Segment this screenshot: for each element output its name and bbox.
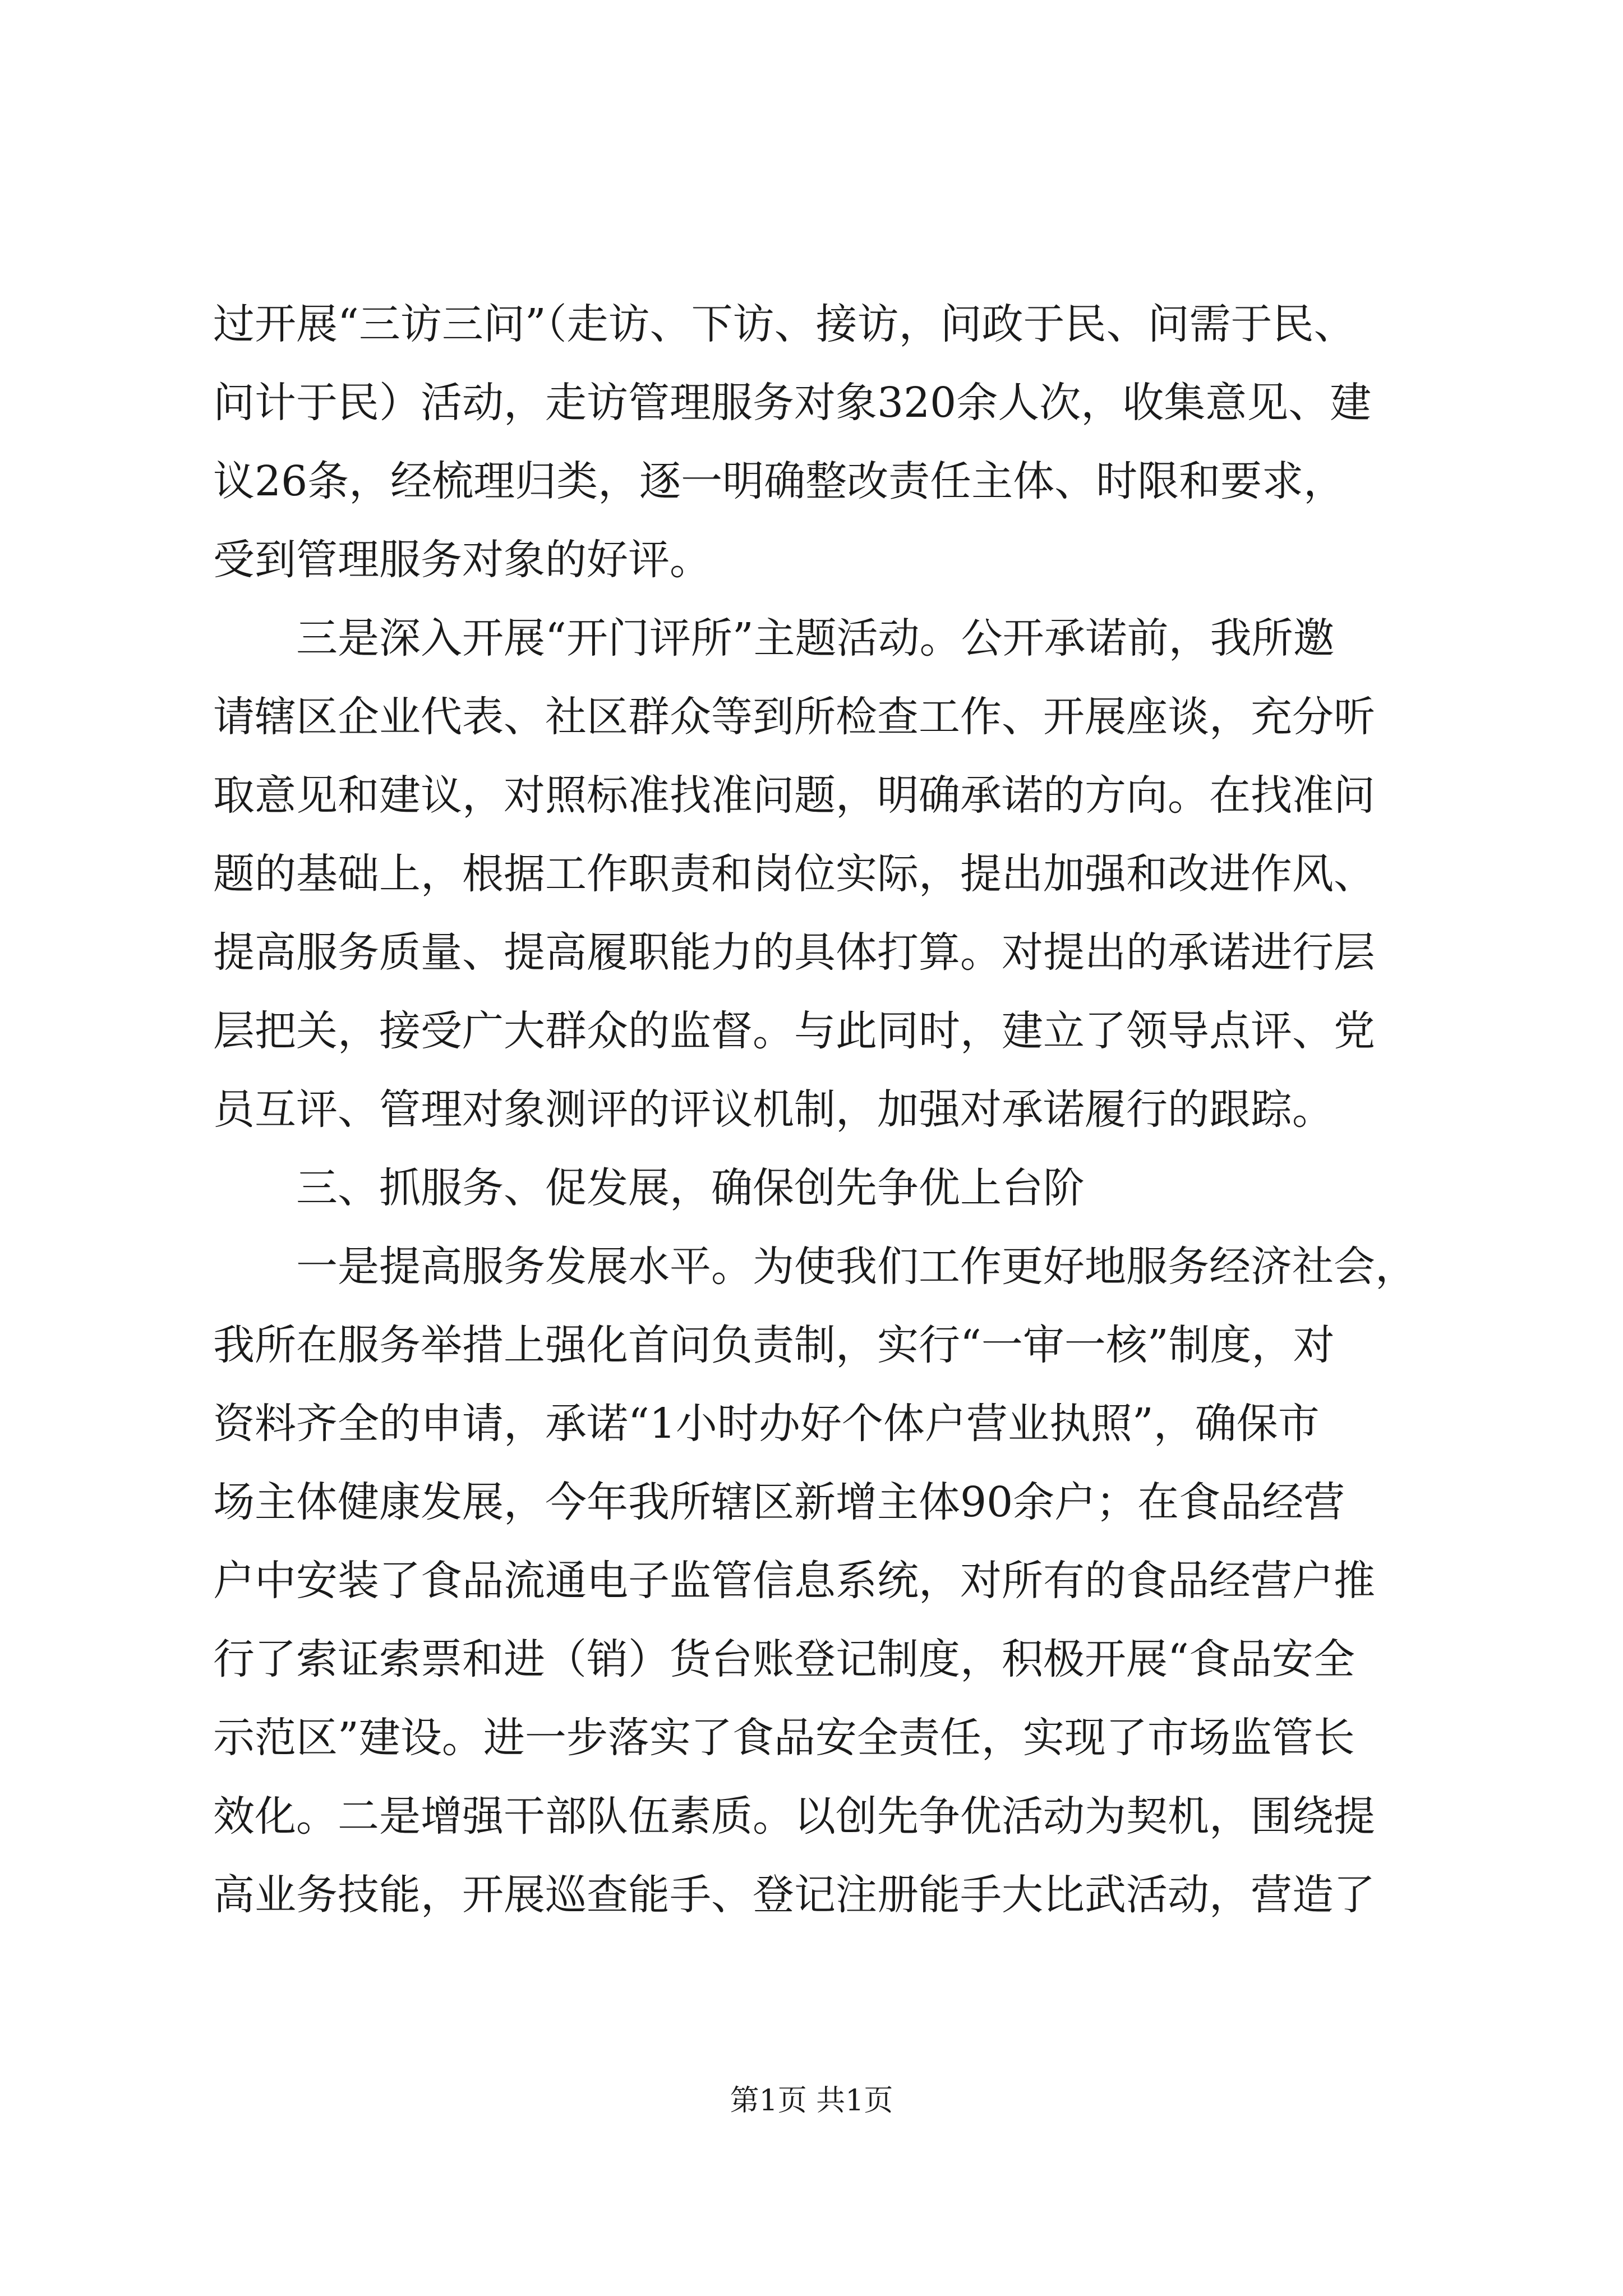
text-line: 行了索证索票和进（销）货台账登记制度，积极开展“食品安全: [213, 1635, 1355, 1683]
text-line: 议26条，经梳理归类，逐一明确整改责任主体、时限和要求，: [213, 457, 1345, 505]
paragraph-first-line: 三是深入开展“开门评所”主题活动。公开承诺前，我所邀: [296, 614, 1335, 662]
text-line: 资料齐全的申请，承诺“1小时办好个体户营业执照”，确保市: [213, 1400, 1320, 1448]
page-number: 第1页 共1页: [730, 2084, 893, 2118]
text-line: 示范区”建设。进一步落实了食品安全责任，实现了市场监管长: [213, 1714, 1355, 1762]
section-heading: 三、抓服务、促发展，确保创先争优上台阶: [296, 1164, 1085, 1212]
text-line: 员互评、管理对象测评的评议机制，加强对承诺履行的跟踪。: [213, 1085, 1334, 1134]
text-line: 请辖区企业代表、社区群众等到所检查工作、开展座谈，充分听: [213, 693, 1375, 741]
text-line: 效化。二是增强干部队伍素质。以创先争优活动为契机，围绕提: [213, 1792, 1375, 1841]
text-line: 题的基础上，根据工作职责和岗位实际，提出加强和改进作风、: [213, 850, 1375, 898]
paragraph-first-line: 一是提高服务发展水平。为使我们工作更好地服务经济社会，: [296, 1243, 1417, 1291]
text-line: 过开展“三访三问”（走访、下访、接访，问政于民、问需于民、: [213, 300, 1355, 348]
text-line: 问计于民）活动，走访管理服务对象320余人次，收集意见、建: [213, 379, 1372, 427]
text-line: 高业务技能，开展巡查能手、登记注册能手大比武活动，营造了: [213, 1871, 1375, 1919]
text-line: 受到管理服务对象的好评。: [213, 536, 711, 584]
text-line: 户中安装了食品流通电子监管信息系统，对所有的食品经营户推: [213, 1557, 1375, 1605]
text-line: 提高服务质量、提高履职能力的具体打算。对提出的承诺进行层: [213, 928, 1375, 977]
text-line: 层把关，接受广大群众的监督。与此同时，建立了领导点评、党: [213, 1007, 1375, 1055]
text-line: 取意见和建议，对照标准找准问题，明确承诺的方向。在找准问: [213, 771, 1375, 820]
text-line: 场主体健康发展，今年我所辖区新增主体90余户；在食品经营: [213, 1478, 1345, 1526]
text-line: 我所在服务举措上强化首问负责制，实行“一审一核”制度，对: [213, 1321, 1335, 1369]
